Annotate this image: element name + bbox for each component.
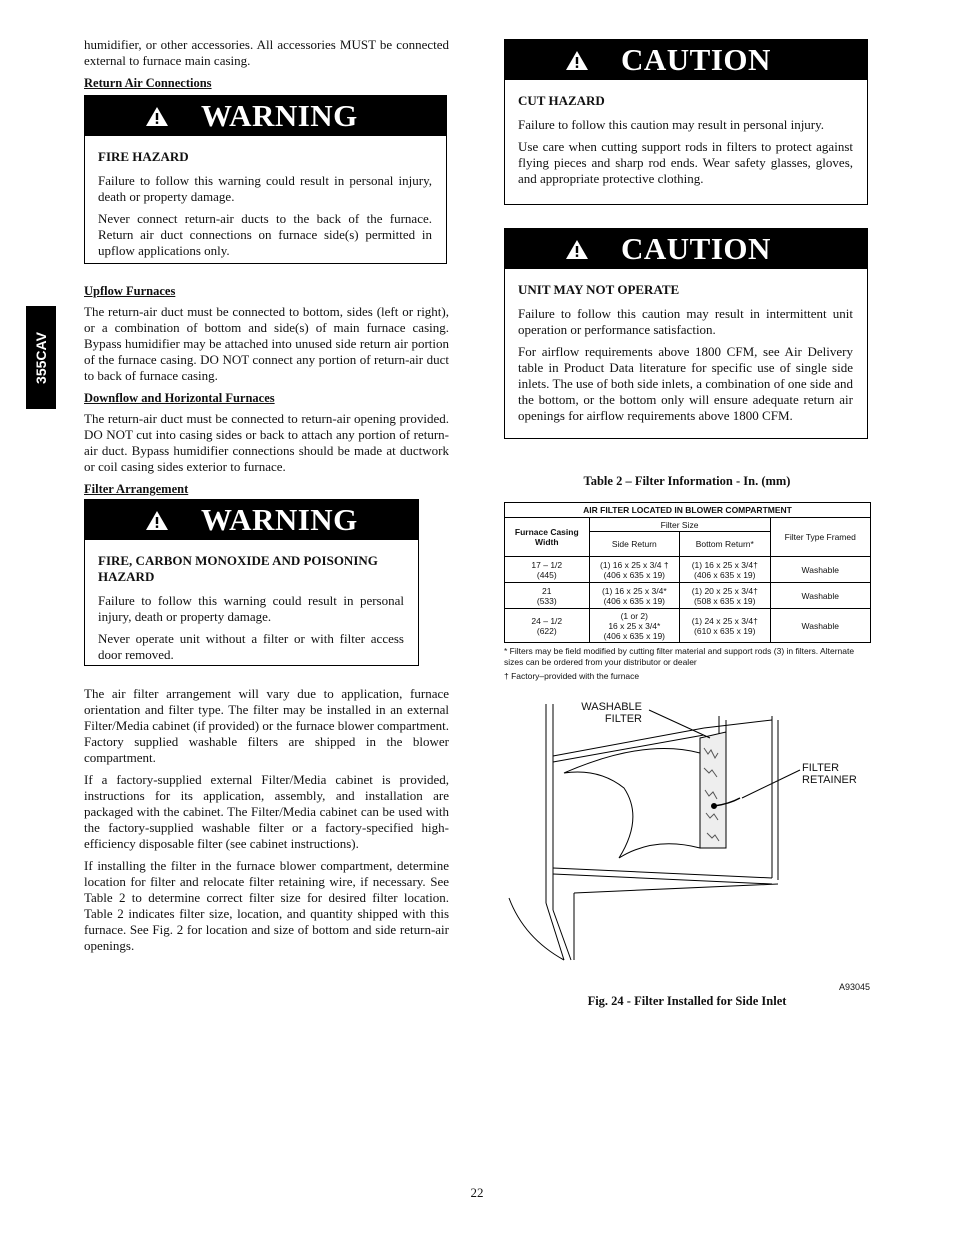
table-note-asterisk: * Filters may be field modified by cutting filter material and support rods (3) in filters. Alternate sizes can be ordered from your distributor or dealer (504, 646, 855, 667)
filter-para-2: If a factory-supplied external Filter/Media cabinet is provided, instructions for its application, assembly, and installation are packaged with the cabinet. The Filter/Media cabinet can be used with the factory-supplied washable filter or a factory-specified high-efficiency disposable filter (see cabinet instructions). (84, 772, 449, 851)
warning-triangle-icon (145, 106, 169, 127)
warning-header (85, 500, 418, 540)
model-sidebar-tab (26, 306, 56, 409)
cell-bottom-mm: (406 x 635 x 19) (694, 569, 756, 580)
warning-consequence: Failure to follow this warning could result in personal injury, death or property damage. (98, 173, 432, 204)
cell-width: 24 – 1/2 (531, 615, 563, 626)
filter-para-1: The air filter arrangement will vary due to application, furnace orientation and filter type. The filter may be installed in an external Filter/Media cabinet (if provided) or the furnace blower compartment. Factory supplied washable filters are shipped in the blower compartment. (84, 686, 449, 765)
cell-type: Washable (770, 609, 870, 643)
cell-type: Washable (770, 557, 870, 583)
cell-side: (1) 16 x 25 x 3/4* (601, 585, 667, 596)
cell-side: (1) 16 x 25 x 3/4 † (600, 559, 669, 570)
downflow-text: The return-air duct must be connected to return-air opening provided. DO NOT cut into casing sides or back to attach any portion of return-air duct. Bypass humidifier connections should be made at ductwork or coil casing sides exterior to furnace. (84, 411, 449, 474)
cell-bottom-mm: (610 x 635 x 19) (694, 625, 756, 636)
cell-bottom: (1) 20 x 25 x 3/4† (691, 585, 758, 596)
warning-box-co (84, 499, 419, 666)
warning-title: WARNING (201, 98, 358, 133)
hazard-name: CUT HAZARD (518, 93, 605, 108)
table-row (505, 609, 871, 643)
filter-arrangement-heading: Filter Arrangement (84, 482, 189, 496)
cell-side-mm: (406 x 635 x 19) (603, 569, 666, 580)
downflow-heading: Downflow and Horizontal Furnaces (84, 391, 275, 405)
figure-code: A93045 (838, 982, 870, 992)
caution-consequence: Failure to follow this caution may result in intermittent unit operation or performance satisfaction. (518, 306, 853, 337)
cell-bottom-mm: (508 x 635 x 19) (694, 595, 756, 606)
caution-consequence: Failure to follow this caution may result in personal injury. (518, 117, 825, 132)
cell-type: Washable (770, 583, 870, 609)
filter-para-3: If installing the filter in the furnace blower compartment, determine location for filter and relocate filter retaining wire, if necessary. See Table 2 to determine correct filter size for desired filter location. Table 2 indicates filter size, location, and quantity shipped with this furnace. See Fig. 2 for location and size of bottom and side return-air openings. (84, 858, 449, 953)
warning-instruction: Never connect return-air ducts to the back of the furnace. Return air duct connections on furnace side(s) permitted in upflow applications only. (98, 211, 432, 258)
col-bottom-return: Bottom Return* (680, 532, 770, 557)
warning-instruction: Never operate unit without a filter or with filter access door removed. (98, 631, 404, 662)
hazard-name: FIRE, CARBON MONOXIDE AND POISONING HAZARD (98, 553, 378, 584)
cell-width-mm: (622) (536, 625, 557, 636)
caution-box-operate (504, 228, 868, 439)
hazard-name: FIRE HAZARD (98, 149, 189, 164)
table-caption: Table 2 – Filter Information - In. (mm) (583, 474, 791, 488)
table-top-header: AIR FILTER LOCATED IN BLOWER COMPARTMENT (505, 503, 871, 518)
cell-bottom: (1) 24 x 25 x 3/4† (691, 615, 758, 626)
filter-retainer-label: FILTER RETAINER (802, 762, 857, 786)
warning-consequence: Failure to follow this warning could result in personal injury, death or property damage. (98, 593, 404, 624)
table-row (505, 557, 871, 583)
upflow-text: The return-air duct must be connected to bottom, sides (left or right), or a combination of bottom and side(s) of main furnace casing. Bypass humidifier may be attached into unused side return air portion of the furnace casing. DO NOT connect any portion of return-air duct to back of furnace casing. (84, 304, 449, 383)
warning-triangle-icon (565, 239, 589, 260)
cell-width-mm: (445) (536, 569, 557, 580)
caution-instruction: For airflow requirements above 1800 CFM, see Air Delivery table in Product Data literature for specific use of single side inlets. The use of both side inlets, a combination of one side and the bottom, or the bottom only will ensure adequate return air openings for airflow requirements above 1800 CFM. (518, 344, 853, 423)
page-number: 22 (470, 1185, 484, 1200)
warning-triangle-icon (145, 510, 169, 531)
filter-side-inlet-illustration (504, 698, 870, 968)
washable-filter-label: WASHABLE FILTER (581, 701, 642, 725)
caution-box-cut (504, 39, 868, 205)
cell-width: 17 – 1/2 (531, 559, 563, 570)
table-row (505, 583, 871, 609)
cell-side: 16 x 25 x 3/4* (608, 620, 661, 631)
caution-header (505, 229, 867, 269)
cell-side-qty: (1 or 2) (620, 610, 648, 621)
filter-info-table (504, 502, 871, 643)
intro-text: humidifier, or other accessories. All accessories MUST be connected external to furnace main casing. (84, 37, 449, 68)
upflow-heading: Upflow Furnaces (84, 284, 176, 298)
col-filter-type: Filter Type Framed (770, 518, 870, 557)
col-filter-size: Filter Size (589, 518, 770, 532)
warning-title: WARNING (201, 502, 358, 537)
caution-title: CAUTION (621, 42, 771, 77)
table-note-dagger: † Factory–provided with the furnace (504, 671, 640, 681)
col-side-return: Side Return (589, 532, 679, 557)
figure-caption: Fig. 24 - Filter Installed for Side Inlet (587, 994, 787, 1008)
warning-triangle-icon (565, 50, 589, 71)
hazard-name: UNIT MAY NOT OPERATE (518, 282, 680, 297)
warning-header (85, 96, 446, 136)
return-air-heading: Return Air Connections (84, 76, 212, 90)
caution-header (505, 40, 867, 80)
caution-instruction: Use care when cutting support rods in filters to protect against flying pieces and sharp rod ends. Wear safety glasses, gloves, and appropriate protective clothing. (518, 139, 853, 186)
caution-title: CAUTION (621, 231, 771, 266)
cell-width: 21 (542, 585, 552, 596)
cell-side-mm: (406 x 635 x 19) (603, 630, 666, 641)
model-label: 355CAV (33, 331, 49, 384)
cell-width-mm: (533) (536, 595, 557, 606)
cell-side-mm: (406 x 635 x 19) (603, 595, 666, 606)
col-casing-width: Furnace Casing Width (505, 518, 590, 557)
left-column (84, 0, 449, 953)
cell-bottom: (1) 16 x 25 x 3/4† (691, 559, 758, 570)
warning-box-fire (84, 95, 447, 264)
